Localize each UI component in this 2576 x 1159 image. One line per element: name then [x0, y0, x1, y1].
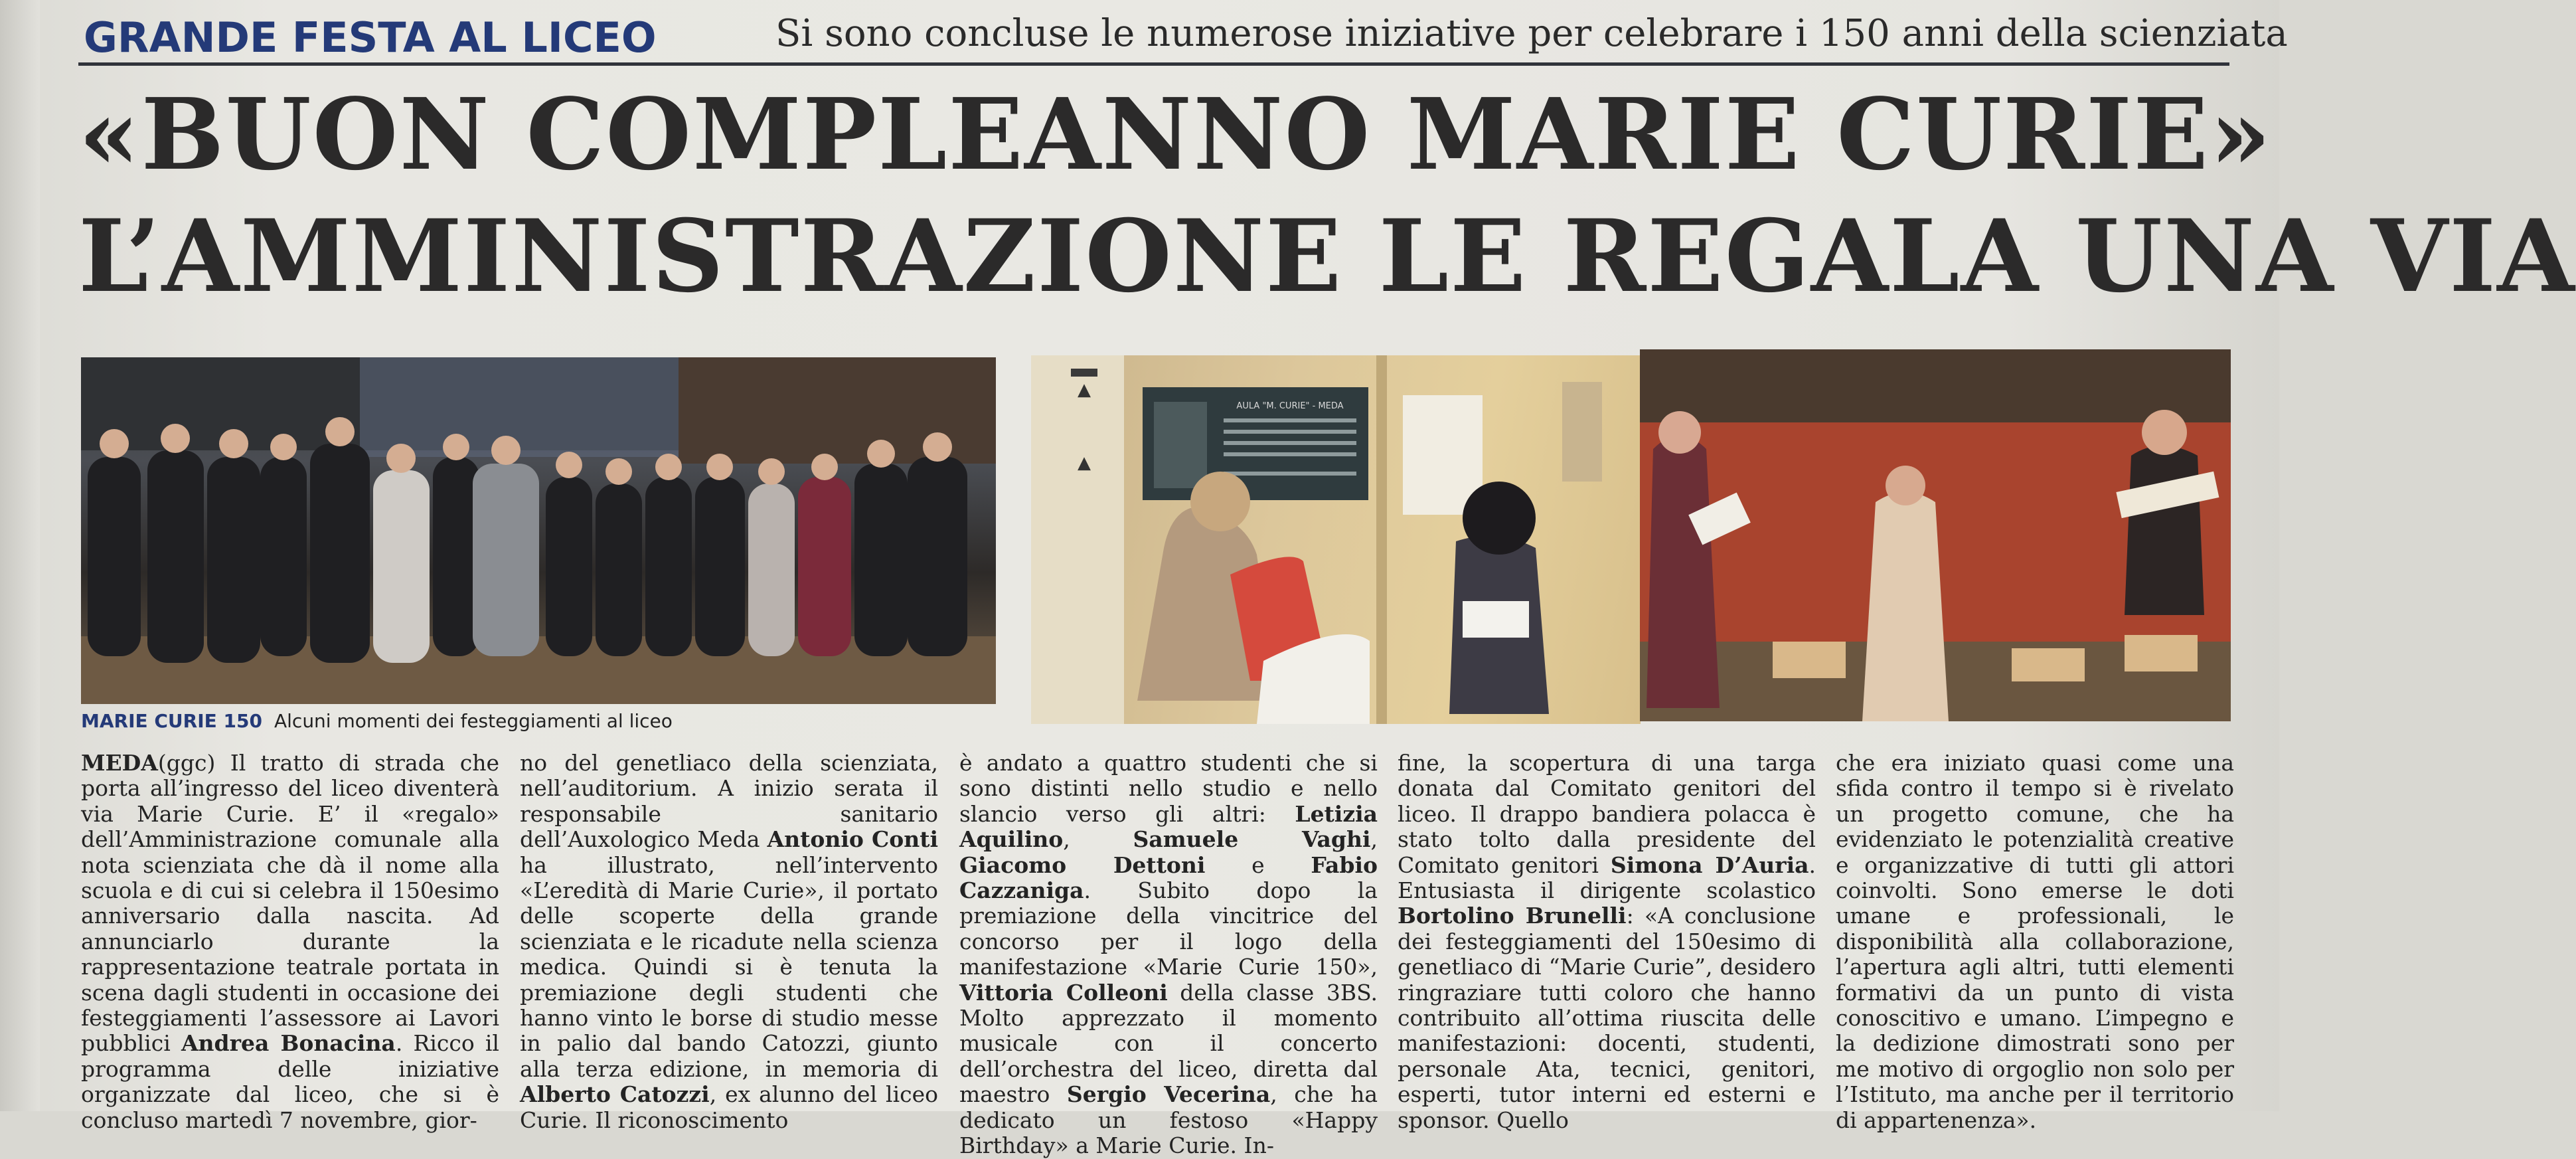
headline-line-2: L’AMMINISTRAZIONE LE REGALA UNA VIA — [78, 198, 2576, 315]
article-column-1 — [81, 751, 499, 1133]
caption-text: Alcuni momenti dei festeggiamenti al liceo — [274, 710, 673, 732]
article-text-run: , ex alunno del liceo Curie. Il riconoscimento — [520, 1081, 939, 1133]
article-text-run: fine, la scopertura di una targa donata dal Comitato genitori del liceo. Il drappo bandiera polacca è stato tolto dalla presidente del Comitato genitori — [1398, 750, 1816, 878]
article-bold-name: Simona D’Auria — [1610, 851, 1809, 878]
article-text-run: che era iniziato quasi come una sfida contro il tempo si è rivelato un progetto comune, che ha evidenziato le potenzialità creative e organizzative di tutti gli attori coinvolti. Sono emerse le doti umane e professionali, le disponibilità alla collaborazione, l’apertura agli altri, tutti elementi formativi da un punto di vista conoscitivo e umano. L’impegno e la dedizione dimostrati sono per me motivo di orgoglio non solo per l’Istituto, ma anche per il territorio di appartenenza». — [1836, 750, 2234, 1133]
headline-line-1: «BUON COMPLEANNO MARIE CURIE» — [78, 76, 2273, 192]
kicker-bar — [78, 9, 2288, 66]
article-column-2 — [520, 751, 938, 1133]
photo-plaque-unveiling — [1031, 355, 1641, 724]
article-bold-name: Sergio Vecerina — [1066, 1081, 1271, 1108]
plaque-title: AULA "M. CURIE" - MEDA — [1236, 401, 1344, 411]
page-fold-shadow — [0, 0, 40, 1111]
subheading: Si sono concluse le numerose iniziative per celebrare i 150 anni della scienziata — [775, 12, 2288, 55]
article-text-run: è andato a quattro studenti che si sono distinti nello studio e nello slancio verso gli altri: — [959, 750, 1378, 827]
article-bold-name: Andrea Bonacina — [181, 1030, 396, 1057]
photo-students-group — [81, 357, 996, 704]
students-group-illustration — [81, 357, 996, 704]
article-text-run: : «A conclusione dei festeggiamenti del 150esimo di genetliaco di “Marie Curie”, desidero ringraziare tutti coloro che hanno contribuito all’ottima riuscita delle manifestazioni: docenti, studenti, personale Ata, tecnici, genitori, esperti, tutor interni ed esterni e sponsor. Quello — [1398, 903, 1816, 1133]
svg-text:▲: ▲ — [1078, 380, 1091, 400]
photo-stage-performance — [1640, 349, 2231, 721]
article-text-run: e — [1205, 851, 1311, 878]
photo-caption — [81, 710, 673, 732]
stage-performance-illustration — [1640, 349, 2231, 721]
article-bold-name: Antonio Conti — [767, 826, 938, 853]
article-text-run: , — [1063, 826, 1133, 853]
article-text-run: , che ha dedicato un festoso «Happy Birthday» a Marie Curie. In- — [959, 1081, 1378, 1159]
article-text-run: no del genetliaco della scienziata, nell’auditorium. A inizio serata il responsabile sanitario dell’Auxologico Meda — [520, 750, 938, 853]
article-bold-name: MEDA — [81, 750, 158, 776]
article-column-3 — [959, 751, 1378, 1159]
article-bold-name: Samuele Vaghi — [1133, 826, 1371, 853]
article-bold-name: Alberto Catozzi — [520, 1081, 710, 1108]
article-text-run: , — [1370, 826, 1378, 853]
svg-text:▲: ▲ — [1078, 453, 1091, 473]
article-text-run: ha illustrato, nell’intervento «L’eredità di Marie Curie», il portato delle scoperte della grande scienziata e le ricadute nella scienza medica. Quindi si è tenuta la premiazione degli studenti che hanno vinto le borse di studio messe in palio dal bando Catozzi, giunto alla terza edizione, in memoria di — [520, 851, 938, 1082]
article-bold-name: Giacomo Dettoni — [959, 851, 1206, 878]
article-text-run: . Subito dopo la premiazione della vincitrice del concorso per il logo della manifestazione «Marie Curie 150», — [959, 877, 1378, 980]
article-text-run: . Ricco il programma delle iniziative organizzate dal liceo, che si è concluso martedì 7 novembre, gior- — [81, 1030, 499, 1133]
plaque-unveiling-illustration — [1031, 355, 1641, 724]
article-bold-name: Vittoria Colleoni — [959, 979, 1168, 1006]
article-text-run: . Entusiasta il dirigente scolastico — [1398, 851, 1816, 904]
article-text-run: (ggc) Il tratto di strada che porta all’ingresso del liceo diventerà via Marie Curie. E’ il «regalo» dell’Amministrazione comunale alla nota scienziata che dà il nome alla scuola e di cui si celebra il 150esimo anniversario dalla nascita. Ad annunciarlo durante la rappresentazione teatrale portata in scena dagli studenti in occasione dei festeggiamenti l’assessore ai Lavori pubblici — [81, 750, 499, 1057]
article-bold-name: Fabio Cazzaniga — [959, 851, 1378, 904]
article-bold-name: Letizia Aquilino — [959, 800, 1378, 853]
article-column-5 — [1836, 751, 2234, 1133]
article-column-4 — [1398, 751, 1816, 1133]
article-bold-name: Bortolino Brunelli — [1398, 903, 1627, 929]
section-tag: GRANDE FESTA AL LICEO — [84, 13, 657, 62]
caption-label: MARIE CURIE 150 — [81, 710, 262, 732]
article-text-run: della classe 3BS. Molto apprezzato il momento musicale con il concerto dell’orchestra del liceo, diretta dal maestro — [959, 979, 1378, 1108]
